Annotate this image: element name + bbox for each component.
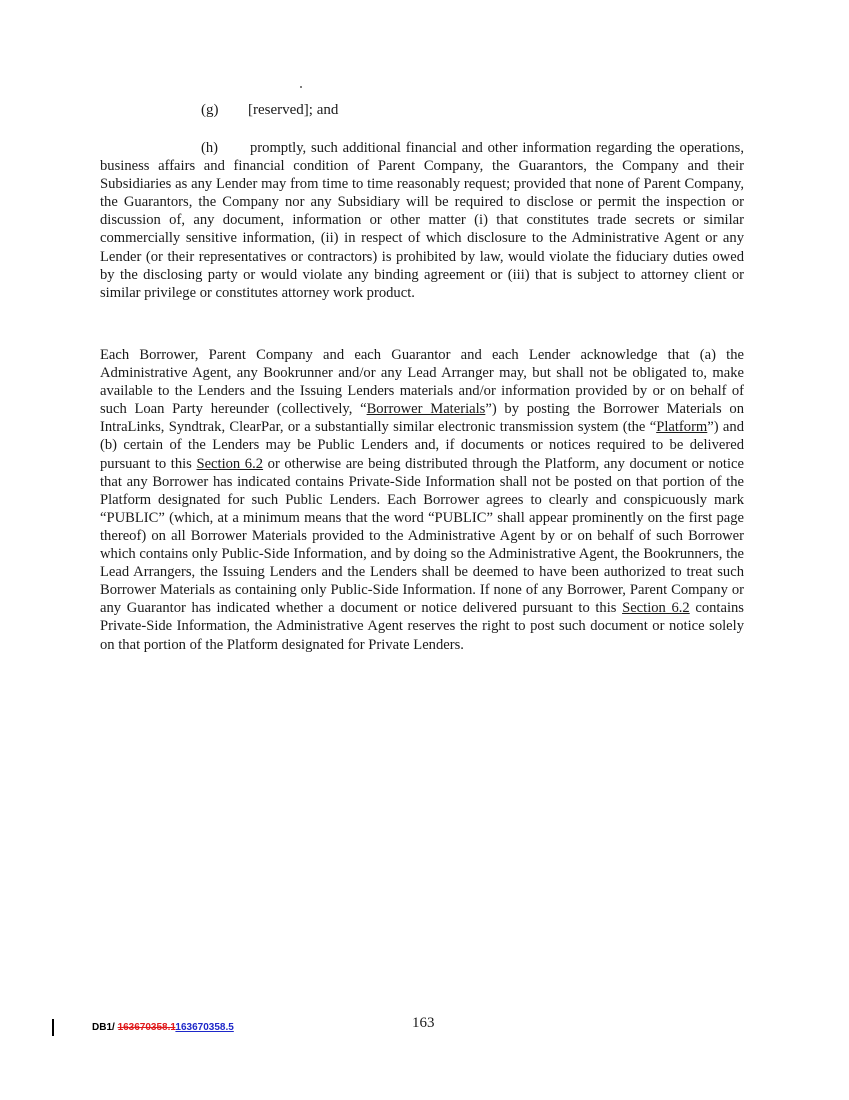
paragraph-segment: Each Borrower, Parent Company and each Guarantor and each Lender acknowledge that (a) the Administrative Agent, any Bookrunner and/or any Lead Arranger may, but shall not be obligated to, make available to the Lenders and the Issuing Lenders materials and/or information provided by or on behalf of such Loan Party hereunder (collectively, “ [100, 347, 744, 418]
paragraph-segment: ”) by posting the Borrower Materials on IntraLinks, Syndtrak, ClearPar, or a substantially similar electronic transmission system (the “ [100, 401, 745, 436]
clause-h [100, 139, 744, 302]
borrower-materials-paragraph [100, 346, 744, 654]
section-reference: Section 6.2 [196, 455, 264, 472]
clause-h-text: promptly, such additional financial and other information regarding the operations, business affairs and financial condition of Parent Company, the Guarantors, the Company and their Subsidiaries as any Lender may from time to time reasonably request; provided that none of Parent Company, the Guarantors, the Company nor any Subsidiary will be required to disclose or permit the inspection or discussion of, any document, information or other matter (i) that constitutes trade secrets or similar commercially sensitive information, (ii) in respect of which disclosure to the Administrative Agent or any Lender (or their representatives or contractors) is prohibited by law, would violate the fiduciary duties owed by the disclosing party or would violate any binding agreement or (iii) that is subject to attorney client or similar privilege or constitutes attorney work product. [100, 140, 744, 301]
document-id-prefix: DB1/ [92, 1022, 118, 1033]
defined-term-platform: Platform [656, 419, 708, 436]
change-bar [52, 1019, 54, 1036]
page-number: 163 [412, 1015, 435, 1031]
paragraph-segment: or otherwise are being distributed through the Platform, any document or notice that any Borrower has indicated contains Private-Side Information shall not be posted on that portion of the Platform designated for such Public Lenders. Each Borrower agrees to clearly and conspicuously mark “PUBLIC” (which, at a minimum means that the word “PUBLIC” shall appear prominently on the first page thereof) on all Borrower Materials provided to the Administrative Agent by or on behalf of such Borrower which contains only Public-Side Information, and by doing so the Administrative Agent, the Bookrunners, the Lead Arrangers, the Issuing Lenders and the Lenders shall be deemed to have been authorized to treat such Borrower Materials as containing only Public-Side Information. If none of any Borrower, Parent Company or any Guarantor has indicated whether a document or notice delivered pursuant to this [100, 455, 744, 617]
clause-h-marker: (h) [201, 140, 219, 156]
defined-term-borrower-materials: Borrower Materials [366, 401, 486, 418]
document-id [92, 1022, 234, 1033]
clause-g-marker: (g) [201, 102, 219, 118]
clause-g [201, 101, 338, 119]
deleted-document-number: 163670358.1 [117, 1022, 176, 1033]
stray-mark [300, 86, 302, 88]
section-reference: Section 6.2 [622, 600, 690, 617]
clause-g-text: [reserved]; and [248, 102, 339, 118]
inserted-document-number: 163670358.5 [175, 1022, 234, 1033]
paragraph-segment: ”) and (b) certain of the Lenders may be Public Lenders and, if documents or notices required to be delivered pursuant to this [100, 419, 744, 472]
paragraph-segment: contains Private-Side Information, the Administrative Agent reserves the right to post such document or notice solely on that portion of the Platform designated for Private Lenders. [100, 600, 744, 653]
